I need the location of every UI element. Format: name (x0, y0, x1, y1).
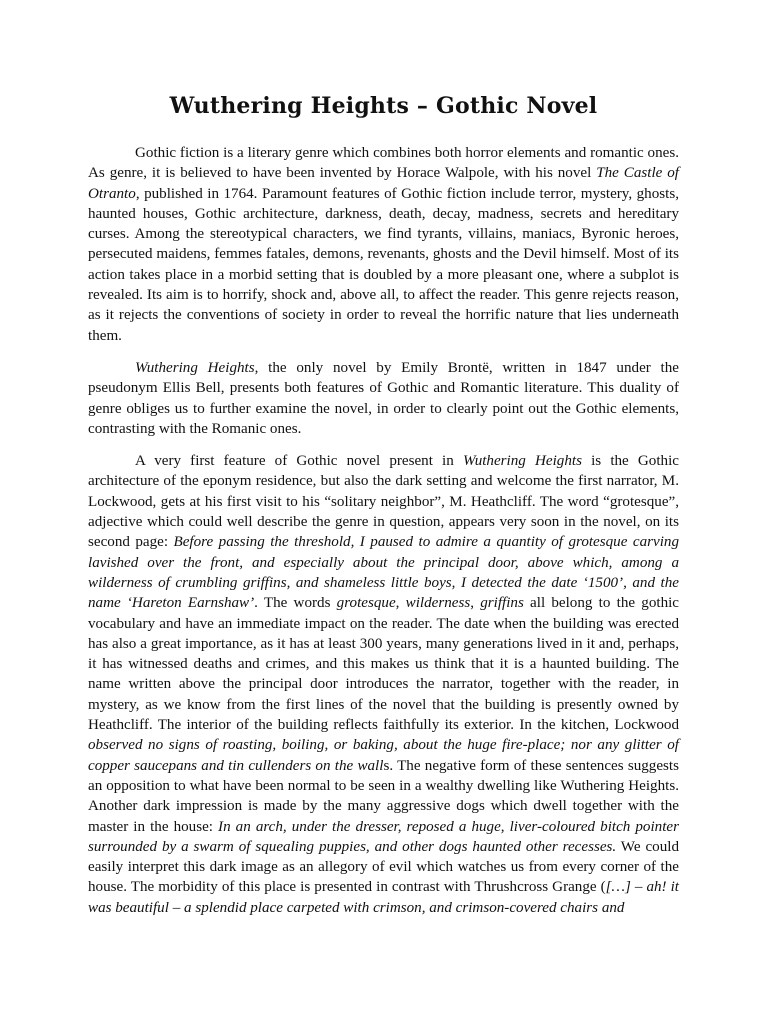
document-title (88, 92, 679, 120)
title-part-1: Wuthering Heights (169, 93, 410, 119)
paragraph-3-run: . The words (254, 595, 337, 612)
paragraph-3-run: , (395, 595, 406, 612)
quotation-dogs: In an arch, under the dresser, reposed a huge, liver-coloured bitch pointer surrounded by a swarm of squealing puppies, and other dogs haunted other recesses. (88, 818, 679, 855)
title-part-2: Gothic Novel (435, 93, 598, 119)
paragraph-1 (88, 143, 679, 346)
title-dash: – (409, 93, 436, 119)
quotation-thrushcross-grange: […] – ah! it was beautiful – a splendid place carpeted with crimson, and crimson-covered chairs and (88, 879, 679, 916)
novel-title-castle-of-otranto: The Castle of Otranto (88, 165, 679, 202)
paragraph-3-run: s. The negative form of these sentences suggests an opposition to what have been normal to be seen in a wealthy dwelling like Wuthering Heights. Another dark impression is made by the many aggressive dogs which dwell together with the master in the house: (88, 757, 679, 835)
paragraph-3 (88, 451, 679, 918)
paragraph-2 (88, 358, 679, 439)
quotation-kitchen: observed no signs of roasting, boiling, or baking, about the huge fire-place; nor any glitter of copper saucepans and tin cullenders on the wall (88, 737, 679, 774)
paragraph-3-run: is the Gothic architecture of the eponym residence, but also the dark setting and welcome the first narrator, M. Lockwood, gets at his first visit to his “solitary neighbor”, M. Heathcliff. The word “grotesque”, adjective which could well describe the genre in question, appears very soon in the novel, on its second page: (88, 453, 679, 551)
term-wilderness: wilderness (405, 595, 471, 612)
term-grotesque: grotesque (336, 595, 396, 612)
paragraph-1-run: Gothic fiction is a literary genre which combines both horror elements and romantic ones. As genre, it is believed to have been invented by Horace Walpole, with his novel (88, 145, 679, 182)
quotation-threshold: Before passing the threshold, I paused to admire a quantity of grotesque carving lavished over the front, and especially about the principal door, above which, among a wilderness of crumbling griffins, and shameless little boys, I detected the date ‘1500’, and the name ‘Hareton Earnshaw’ (88, 534, 679, 612)
paragraph-2-run: , the only novel by Emily Brontë, written in 1847 under the pseudonym Ellis Bell, presents both features of Gothic and Romantic literature. This duality of genre obliges us to further examine the novel, in order to clearly point out the Gothic elements, contrasting with the Romanic ones. (88, 359, 679, 437)
paragraph-1-run: , published in 1764. Paramount features of Gothic fiction include terror, mystery, ghosts, haunted houses, Gothic architecture, darkness, death, decay, madness, secrets and hereditary curses. Among the stereotypical characters, we find tyrants, villains, maniacs, Byronic heroes, persecuted maidens, femmes fatales, demons, revenants, ghosts and the Devil himself. Most of its action takes place in a morbid setting that is doubled by a more pleasant one, where a subplot is revealed. Its aim is to horrify, shock and, above all, to affect the reader. This genre rejects reason, as it rejects the conventions of society in order to reveal the horrific nature that lies underneath them. (88, 185, 679, 344)
document-page (88, 92, 679, 930)
paragraph-3-run: , (470, 595, 481, 612)
paragraph-3-run: We could easily interpret this dark image as an allegory of evil which watches us from every corner of the house. The morbidity of this place is presented in contrast with Thrushcross Grange ( (88, 838, 679, 896)
novel-title-wuthering-heights: Wuthering Heights (135, 359, 255, 376)
novel-title-wuthering-heights: Wuthering Heights (462, 453, 582, 470)
term-griffins: griffins (480, 595, 524, 612)
paragraph-3-run: A very first feature of Gothic novel present in (135, 453, 463, 470)
paragraph-3-run: all belong to the gothic vocabulary and have an immediate impact on the reader. The date when the building was erected has also a great importance, as it has at least 300 years, many generations lived in it and, perhaps, it has witnessed deaths and crimes, and this makes us think that it is a haunted building. The name written above the principal door introduces the narrator, together with the reader, in mystery, as we know from the first lines of the novel that the building is presently owned by Heathcliff. The interior of the building reflects faithfully its exterior. In the kitchen, Lockwood (88, 595, 680, 734)
